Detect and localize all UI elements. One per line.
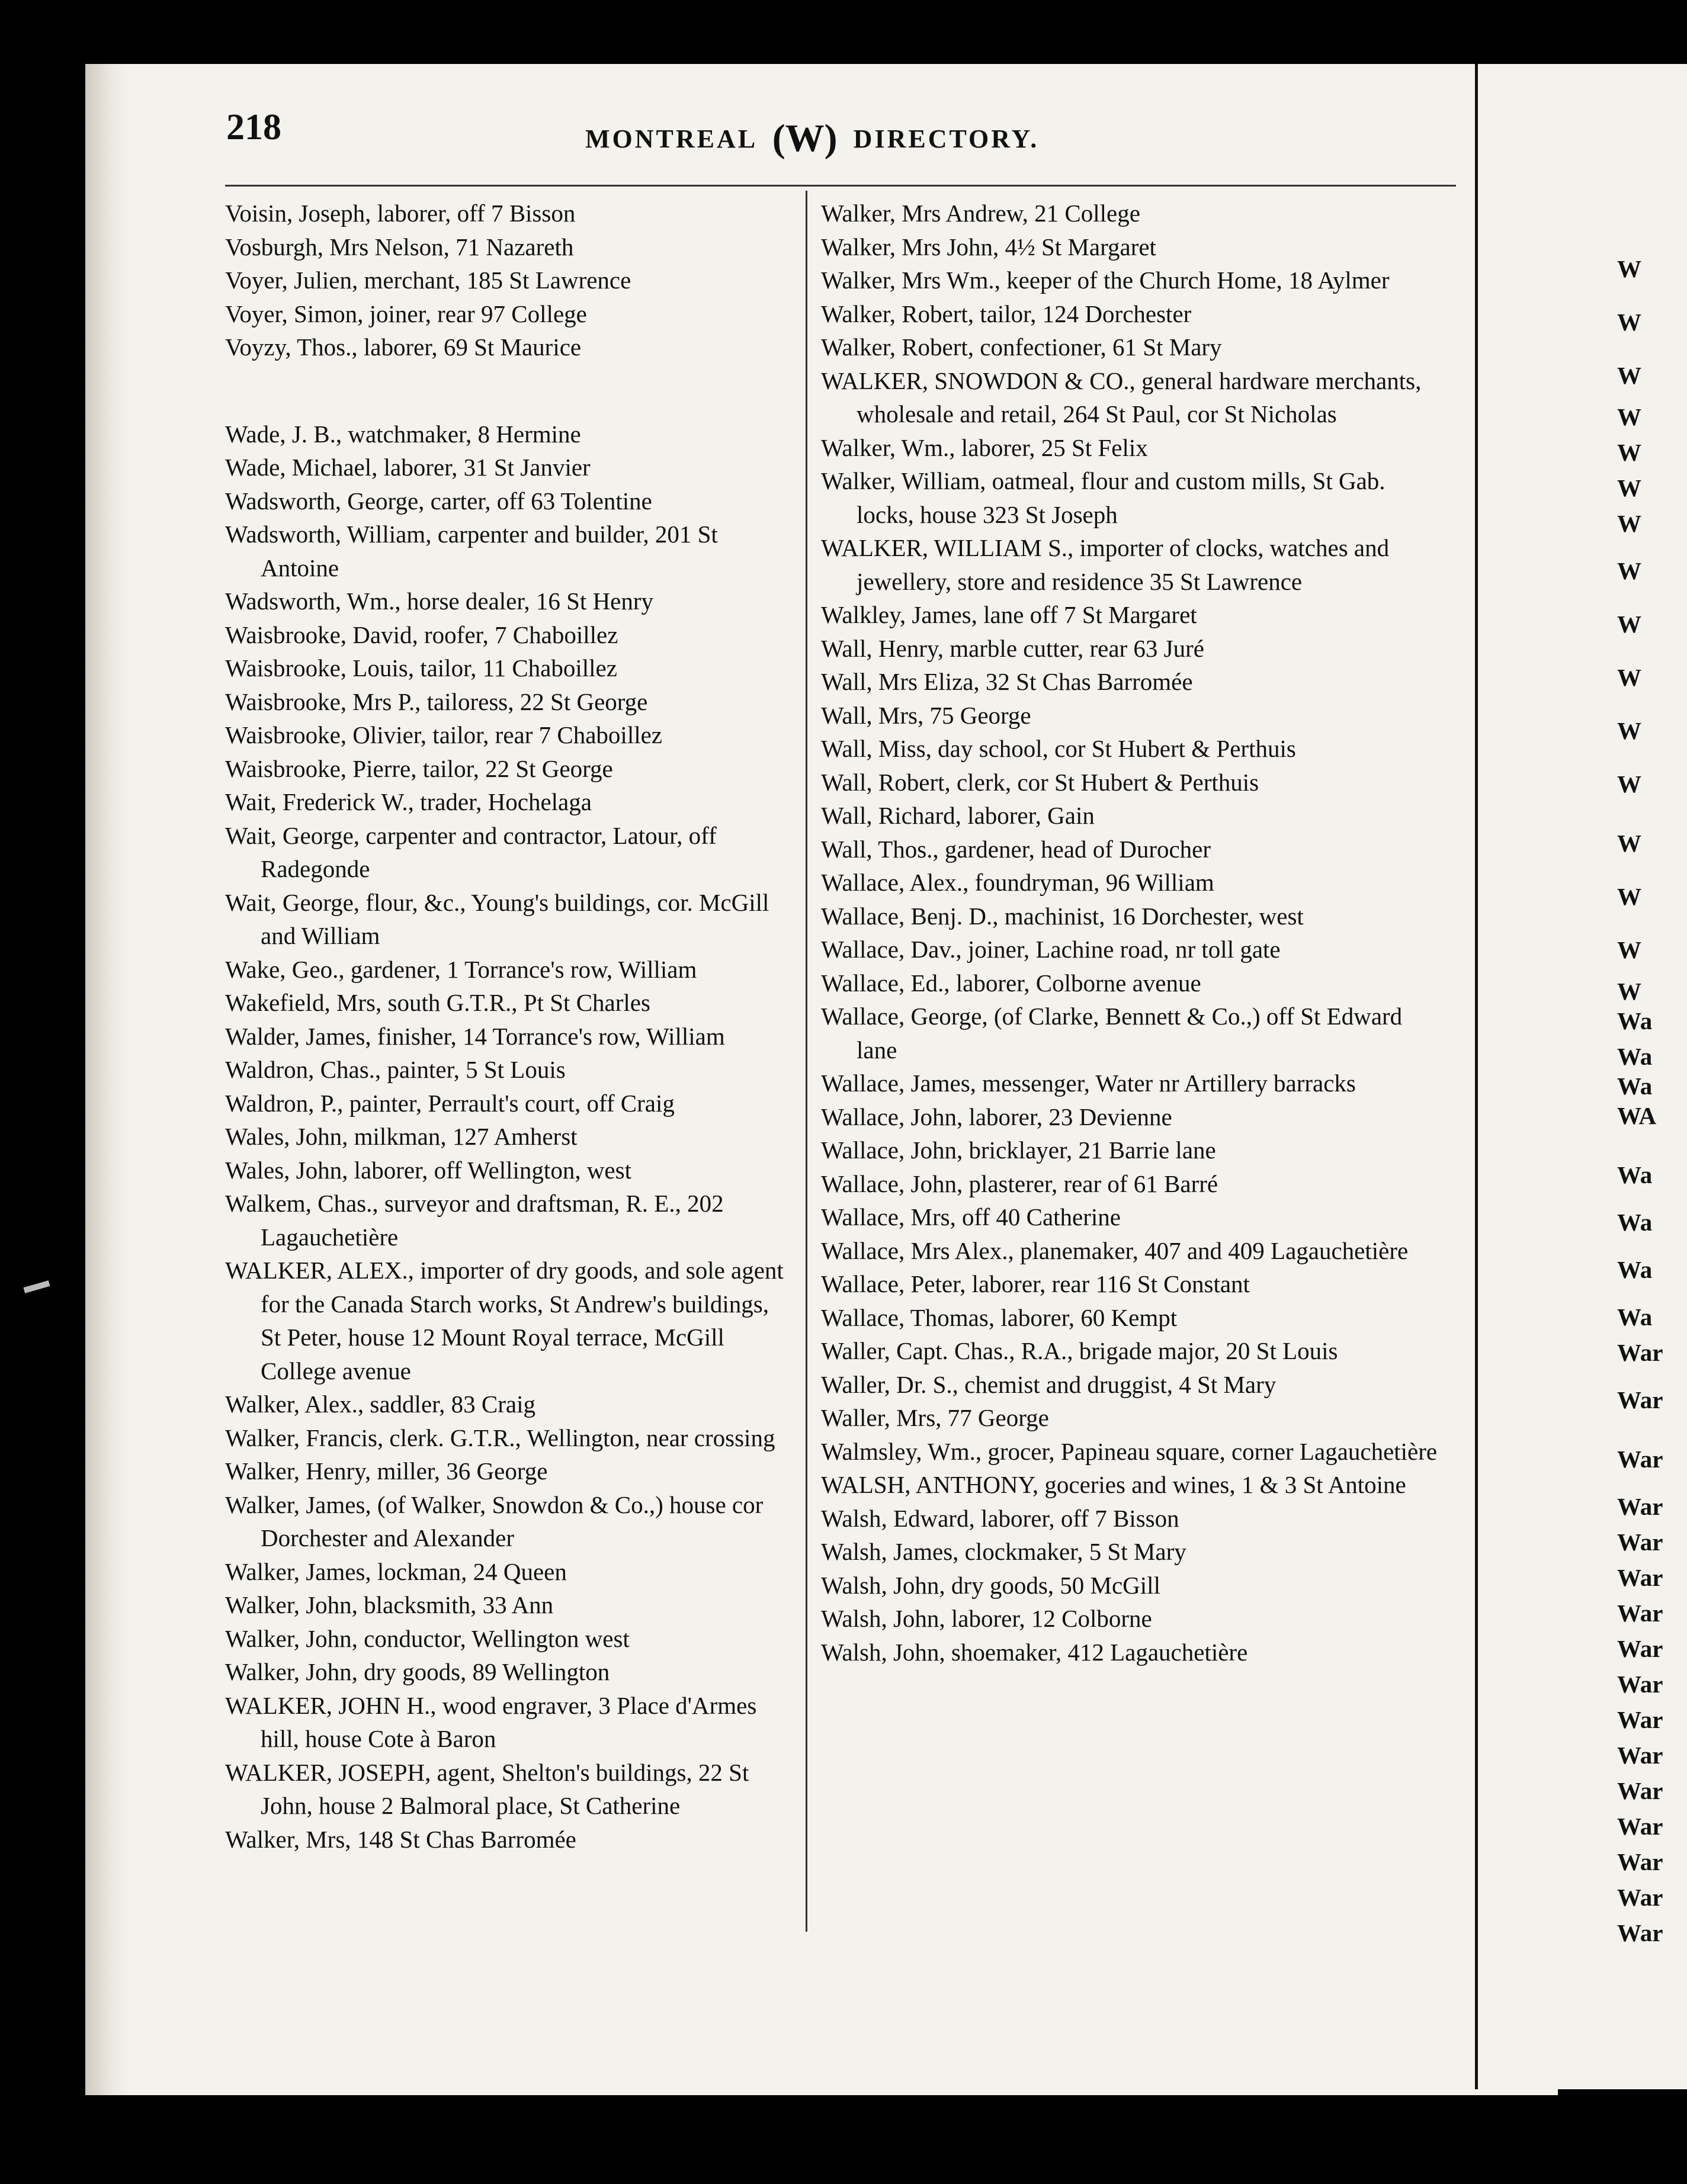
directory-entry: Waisbrooke, Louis, tailor, 11 Chaboillez bbox=[225, 654, 617, 682]
directory-entry: Wallace, Thomas, laborer, 60 Kempt bbox=[821, 1303, 1178, 1331]
adjacent-page-fragment: War bbox=[1617, 1919, 1663, 1947]
directory-entry: Walker, John, blacksmith, 33 Ann bbox=[225, 1591, 554, 1618]
adjacent-page-fragment: War bbox=[1617, 1706, 1663, 1733]
directory-entry: WALSH, ANTHONY, goceries and wines, 1 & 3 St Antoine bbox=[821, 1471, 1406, 1498]
directory-entry: Walker, Mrs Wm., keeper of the Church Home, 18 Aylmer bbox=[821, 266, 1390, 294]
adjacent-page-fragment: War bbox=[1617, 1635, 1663, 1662]
directory-entry: Walker, William, oatmeal, flour and custom mills, St Gab. locks, house 323 St Joseph bbox=[821, 467, 1385, 528]
running-head-left: MONTREAL bbox=[585, 124, 756, 153]
adjacent-page-fragment: War bbox=[1617, 1600, 1663, 1627]
directory-entry: Walsh, James, clockmaker, 5 St Mary bbox=[821, 1538, 1186, 1565]
directory-entry: Voyer, Julien, merchant, 185 St Lawrence bbox=[225, 266, 631, 294]
directory-entry: Voisin, Joseph, laborer, off 7 Bisson bbox=[225, 200, 576, 227]
directory-entry: WALKER, JOHN H., wood engraver, 3 Place d'Armes hill, house Cote à Baron bbox=[225, 1691, 757, 1752]
adjacent-page-fragment: Wa bbox=[1617, 1072, 1653, 1100]
adjacent-page-fragment: W bbox=[1617, 770, 1641, 798]
column-rule bbox=[806, 191, 807, 1932]
directory-entry: Wait, George, carpenter and contractor, Latour, off Radegonde bbox=[225, 821, 717, 882]
adjacent-page-fragment: W bbox=[1617, 439, 1641, 466]
adjacent-page-fragment: W bbox=[1617, 510, 1641, 537]
adjacent-page-fragment: Wa bbox=[1617, 1043, 1653, 1070]
directory-entry: Wallace, Alex., foundryman, 96 William bbox=[821, 869, 1214, 896]
directory-entry: Wade, J. B., watchmaker, 8 Hermine bbox=[225, 420, 581, 448]
adjacent-page-fragment: W bbox=[1617, 978, 1641, 1005]
directory-entry: Wallace, Peter, laborer, rear 116 St Constant bbox=[821, 1270, 1250, 1297]
directory-entry: Wallace, George, (of Clarke, Bennett & Co.,) off St Edward lane bbox=[821, 1003, 1403, 1064]
directory-entry: Wales, John, laborer, off Wellington, west bbox=[225, 1156, 631, 1184]
adjacent-page-fragment: Wa bbox=[1617, 1209, 1653, 1236]
page-binding-edge bbox=[85, 64, 128, 2095]
directory-entry: Wadsworth, William, carpenter and builder, 201 St Antoine bbox=[225, 521, 718, 582]
directory-entry: Walker, Francis, clerk. G.T.R., Wellington, near crossing bbox=[225, 1424, 775, 1451]
adjacent-page-fragment: W bbox=[1617, 611, 1641, 638]
adjacent-page-fragment: War bbox=[1617, 1813, 1663, 1840]
directory-entry: Wall, Mrs, 75 George bbox=[821, 701, 1031, 729]
directory-entry: Walker, Wm., laborer, 25 St Felix bbox=[821, 433, 1148, 461]
directory-entry: Wales, John, milkman, 127 Amherst bbox=[225, 1123, 578, 1150]
adjacent-page-fragment: W bbox=[1617, 255, 1641, 282]
directory-entry: Wallace, Ed., laborer, Colborne avenue bbox=[821, 969, 1201, 997]
adjacent-page-fragment: War bbox=[1617, 1884, 1663, 1911]
adjacent-page-fragment: W bbox=[1617, 362, 1641, 389]
page-number: 218 bbox=[226, 107, 281, 147]
directory-entry: Walker, Alex., saddler, 83 Craig bbox=[225, 1390, 535, 1418]
directory-entry: WALKER, SNOWDON & CO., general hardware merchants, wholesale and retail, 264 St Paul, cor St Nicholas bbox=[821, 367, 1422, 428]
directory-entry: Wallace, John, bricklayer, 21 Barrie lane bbox=[821, 1136, 1216, 1164]
adjacent-page-fragment: Wa bbox=[1617, 1256, 1653, 1283]
directory-entry: Walker, Robert, tailor, 124 Dorchester bbox=[821, 300, 1192, 327]
directory-entry: Wall, Mrs Eliza, 32 St Chas Barromée bbox=[821, 668, 1193, 695]
adjacent-page-fragment: Wa bbox=[1617, 1303, 1653, 1331]
directory-entry: Walkem, Chas., surveyor and draftsman, R. E., 202 Lagauchetière bbox=[225, 1190, 724, 1251]
adjacent-page-fragment: Wa bbox=[1617, 1161, 1653, 1189]
directory-entry: Wallace, Benj. D., machinist, 16 Dorchester, west bbox=[821, 902, 1304, 930]
directory-entry: Walker, John, dry goods, 89 Wellington bbox=[225, 1658, 610, 1685]
directory-entry: Waller, Capt. Chas., R.A., brigade major, 20 St Louis bbox=[821, 1337, 1338, 1364]
directory-entry: Walker, Mrs John, 4½ St Margaret bbox=[821, 233, 1156, 261]
adjacent-page-fragment: WA bbox=[1617, 1102, 1657, 1129]
directory-entry: Waisbrooke, Olivier, tailor, rear 7 Chaboillez bbox=[225, 721, 662, 749]
directory-entry: WALKER, JOSEPH, agent, Shelton's buildings, 22 St John, house 2 Balmoral place, St Catherine bbox=[225, 1758, 749, 1819]
directory-entry: Vosburgh, Mrs Nelson, 71 Nazareth bbox=[225, 233, 574, 261]
section-gap bbox=[225, 364, 794, 417]
directory-entry: Walsh, John, shoemaker, 412 Lagauchetière bbox=[821, 1638, 1248, 1666]
adjacent-page-fragment: War bbox=[1617, 1446, 1663, 1473]
directory-entry: Walker, James, (of Walker, Snowdon & Co.,) house cor Dorchester and Alexander bbox=[225, 1491, 764, 1552]
directory-entry: Wall, Richard, laborer, Gain bbox=[821, 802, 1095, 829]
directory-entry: Wallace, Dav., joiner, Lachine road, nr toll gate bbox=[821, 936, 1281, 963]
adjacent-page-fragment: W bbox=[1617, 309, 1641, 336]
adjacent-page-fragment: War bbox=[1617, 1777, 1663, 1804]
adjacent-page-fragment: War bbox=[1617, 1493, 1663, 1520]
header-rule bbox=[225, 185, 1456, 187]
directory-entry: Waldron, Chas., painter, 5 St Louis bbox=[225, 1056, 566, 1083]
directory-entry: Wadsworth, Wm., horse dealer, 16 St Henry bbox=[225, 587, 654, 615]
adjacent-page-fragment: W bbox=[1617, 830, 1641, 857]
stray-mark bbox=[23, 1280, 50, 1293]
directory-entry: Wait, Frederick W., trader, Hochelaga bbox=[225, 788, 592, 815]
adjacent-page-fragment: War bbox=[1617, 1742, 1663, 1769]
adjacent-page-fragment: Wa bbox=[1617, 1007, 1653, 1035]
running-head-letter: (W) bbox=[772, 117, 838, 160]
directory-entry: Walker, Robert, confectioner, 61 St Mary bbox=[821, 333, 1222, 361]
directory-entry: Waller, Mrs, 77 George bbox=[821, 1404, 1049, 1431]
directory-entry: Wait, George, flour, &c., Young's buildings, cor. McGill and William bbox=[225, 888, 769, 949]
adjacent-page-fragment: W bbox=[1617, 936, 1641, 963]
directory-entry: Wall, Robert, clerk, cor St Hubert & Perthuis bbox=[821, 768, 1259, 796]
directory-entry: Walker, John, conductor, Wellington west bbox=[225, 1624, 630, 1652]
adjacent-page-fragment: W bbox=[1617, 557, 1641, 584]
adjacent-page-fragment: W bbox=[1617, 474, 1641, 502]
directory-entry: Wall, Thos., gardener, head of Durocher bbox=[821, 835, 1211, 863]
directory-entry: Voyer, Simon, joiner, rear 97 College bbox=[225, 300, 587, 327]
directory-entry: Wall, Miss, day school, cor St Hubert & Perthuis bbox=[821, 735, 1296, 762]
directory-entry: Wallace, Mrs Alex., planemaker, 407 and 409 Lagauchetière bbox=[821, 1236, 1409, 1264]
directory-entry: Walsh, Edward, laborer, off 7 Bisson bbox=[821, 1504, 1179, 1532]
adjacent-page-fragment: War bbox=[1617, 1386, 1663, 1414]
directory-entry: Wallace, James, messenger, Water nr Artillery barracks bbox=[821, 1069, 1356, 1097]
directory-entry: Waldron, P., painter, Perrault's court, off Craig bbox=[225, 1089, 675, 1117]
directory-entry: Waisbrooke, Mrs P., tailoress, 22 St George bbox=[225, 688, 648, 715]
left-column bbox=[225, 197, 794, 1856]
right-column bbox=[821, 197, 1442, 1669]
adjacent-page-fragment: War bbox=[1617, 1339, 1663, 1366]
running-head-right: DIRECTORY. bbox=[853, 124, 1040, 153]
directory-entry: Walder, James, finisher, 14 Torrance's row, William bbox=[225, 1022, 725, 1050]
directory-entry: WALKER, WILLIAM S., importer of clocks, watches and jewellery, store and residence 35 St Lawrence bbox=[821, 534, 1390, 595]
directory-entry: Walker, Mrs Andrew, 21 College bbox=[821, 200, 1140, 227]
adjacent-page-fragment: W bbox=[1617, 664, 1641, 691]
directory-entry: Walker, Mrs, 148 St Chas Barromée bbox=[225, 1825, 576, 1853]
adjacent-page-fragment: W bbox=[1617, 403, 1641, 431]
adjacent-page-fragment: W bbox=[1617, 883, 1641, 910]
adjacent-page-fragment: War bbox=[1617, 1528, 1663, 1556]
directory-entry: Waisbrooke, David, roofer, 7 Chaboillez bbox=[225, 621, 618, 648]
directory-entry: Waisbrooke, Pierre, tailor, 22 St George bbox=[225, 754, 613, 782]
directory-entry: Wade, Michael, laborer, 31 St Janvier bbox=[225, 454, 591, 481]
directory-entry: Walmsley, Wm., grocer, Papineau square, corner Lagauchetière bbox=[821, 1437, 1438, 1465]
running-head bbox=[585, 113, 1039, 158]
directory-entry: Walker, Henry, miller, 36 George bbox=[225, 1457, 548, 1485]
directory-entry: Wallace, Mrs, off 40 Catherine bbox=[821, 1203, 1121, 1231]
directory-entry: Walkley, James, lane off 7 St Margaret bbox=[821, 601, 1197, 628]
directory-entry: Voyzy, Thos., laborer, 69 St Maurice bbox=[225, 333, 582, 361]
directory-entry: Walsh, John, laborer, 12 Colborne bbox=[821, 1605, 1152, 1632]
directory-entry: Walker, James, lockman, 24 Queen bbox=[225, 1557, 567, 1585]
directory-entry: Wakefield, Mrs, south G.T.R., Pt St Charles bbox=[225, 989, 650, 1016]
directory-entry: WALKER, ALEX., importer of dry goods, and sole agent for the Canada Starch works, St Andrew's buildings, St Peter, house 12 Mount Royal terrace, McGill College avenue bbox=[225, 1257, 784, 1385]
adjacent-page-fragment: War bbox=[1617, 1848, 1663, 1875]
adjacent-page-fragment: War bbox=[1617, 1671, 1663, 1698]
directory-entry: Wadsworth, George, carter, off 63 Tolentine bbox=[225, 487, 652, 515]
directory-entry: Waller, Dr. S., chemist and druggist, 4 St Mary bbox=[821, 1370, 1277, 1398]
adjacent-page-fragment: W bbox=[1617, 717, 1641, 744]
directory-entry: Wallace, John, plasterer, rear of 61 Barré bbox=[821, 1170, 1218, 1197]
directory-entry: Walsh, John, dry goods, 50 McGill bbox=[821, 1571, 1160, 1599]
directory-entry: Wall, Henry, marble cutter, rear 63 Juré bbox=[821, 634, 1204, 662]
directory-entry: Wake, Geo., gardener, 1 Torrance's row, William bbox=[225, 955, 697, 983]
adjacent-page-fragment: War bbox=[1617, 1564, 1663, 1591]
directory-entry: Wallace, John, laborer, 23 Devienne bbox=[821, 1103, 1172, 1130]
